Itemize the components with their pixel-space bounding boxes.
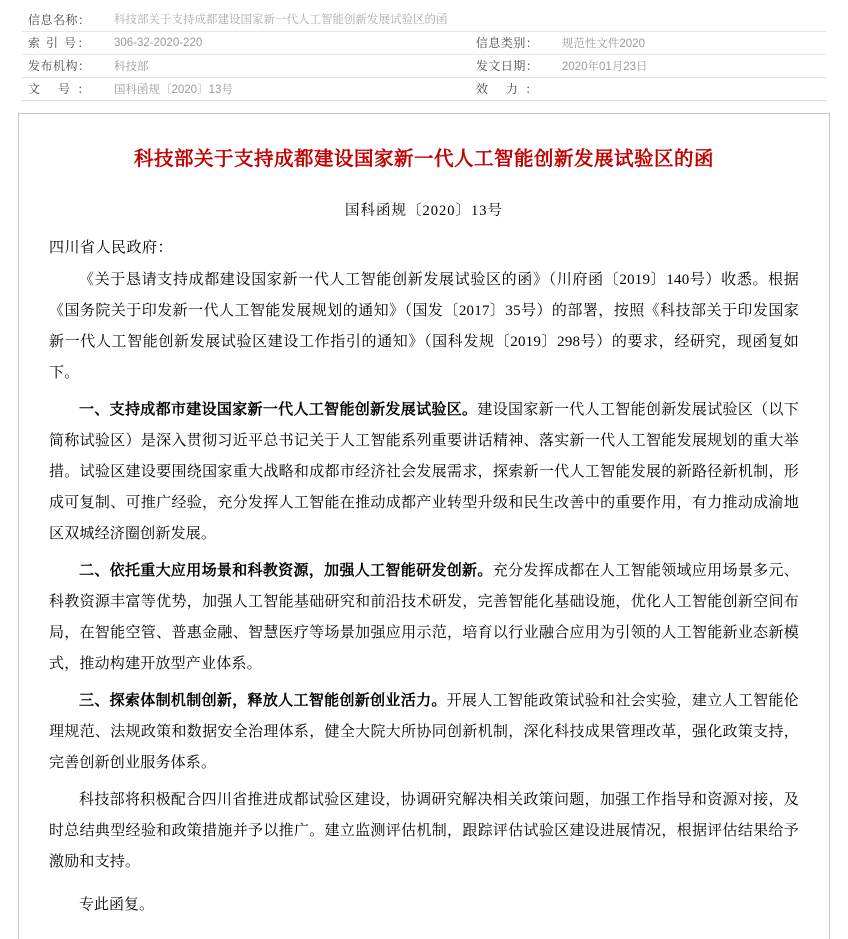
paragraph: [49, 556, 799, 680]
meta-value-issuing-agency: 科技部: [108, 54, 470, 77]
metadata-table: [22, 8, 826, 101]
table-row: [22, 8, 826, 31]
meta-value-validity: [556, 77, 826, 100]
meta-label-info-category: 信息类别：: [470, 31, 556, 54]
paragraph-lead: 二、依托重大应用场景和科教资源，加强人工智能研发创新。: [79, 562, 493, 579]
meta-value-doc-number: 国科函规〔2020〕13号: [108, 77, 470, 100]
paragraph-lead: 三、探索体制机制创新，释放人工智能创新创业活力。: [79, 692, 447, 709]
meta-label-info-name: 信息名称：: [22, 8, 108, 31]
paragraph-text: 充分发挥成都在人工智能领域应用场景多元、科教资源丰富等优势，加强人工智能基础研究和前沿技术研发，完善智能化基础设施，优化人工智能创新空间布局，在智能空管、普惠金融、智慧医疗等场景加强应用示范，培育以行业融合应用为引领的人工智能新业态新模式，推动构建开放型产业体系。: [49, 562, 799, 672]
page-title: 科技部关于支持成都建设国家新一代人工智能创新发展试验区的函: [133, 148, 714, 170]
meta-value-issue-date: 2020年01月23日: [556, 54, 826, 77]
table-row: [22, 54, 826, 77]
meta-label-doc-number: 文 号：: [22, 77, 108, 100]
paragraph: [49, 265, 799, 389]
closing-line: 专此函复。: [79, 896, 155, 913]
document-number: 国科函规〔2020〕13号: [345, 202, 503, 219]
paragraph-text: 建设国家新一代人工智能创新发展试验区（以下简称试验区）是深入贯彻习近平总书记关于人工智能系列重要讲话精神、落实新一代人工智能发展规划的重大举措。试验区建设要围绕国家重大战略和成都市经济社会发展需求，探索新一代人工智能发展的新路径新机制，形成可复制、可推广经验，充分发挥人工智能在推动成都产业转型升级和民生改善中的重要作用，有力推动成渝地区双城经济圈创新发展。: [49, 401, 800, 542]
meta-label-validity: 效 力：: [470, 77, 556, 100]
paragraph-text: 开展人工智能政策试验和社会实验，建立人工智能伦理规范、法规政策和数据安全治理体系，健全大院大所协同创新机制，深化科技成果管理改革，强化政策支持，完善创新创业服务体系。: [49, 692, 799, 771]
paragraph-lead: 一、支持成都市建设国家新一代人工智能创新发展试验区。: [79, 401, 478, 418]
paragraph: [49, 686, 799, 779]
meta-label-index-no: 索 引 号：: [22, 31, 108, 54]
addressee: 四川省人民政府：: [49, 239, 174, 256]
meta-label-issuing-agency: 发布机构：: [22, 54, 108, 77]
table-row: [22, 31, 826, 54]
paragraph-text: 《关于恳请支持成都建设国家新一代人工智能创新发展试验区的函》（川府函〔2019〕140号）收悉。根据《国务院关于印发新一代人工智能发展规划的通知》（国发〔2017〕35号）的部署，按照《科技部关于印发国家新一代人工智能创新发展试验区建设工作指引的通知》（国科发规〔2019〕298号）的要求，经研究，现函复如下。: [49, 271, 799, 381]
table-row: [22, 77, 826, 100]
meta-value-index-no: 306-32-2020-220: [108, 31, 470, 54]
paragraph-text: 科技部将积极配合四川省推进成都试验区建设，协调研究解决相关政策问题，加强工作指导和资源对接，及时总结典型经验和政策措施并予以推广。建立监测评估机制，跟踪评估试验区建设进展情况，根据评估结果给予激励和支持。: [49, 791, 799, 870]
metadata-panel: [0, 0, 848, 107]
meta-label-issue-date: 发文日期：: [470, 54, 556, 77]
document-body: [18, 113, 830, 939]
meta-value-info-category: 规范性文件2020: [556, 31, 826, 54]
paragraph: [49, 785, 799, 878]
paragraph: [49, 395, 799, 550]
meta-value-info-name: 科技部关于支持成都建设国家新一代人工智能创新发展试验区的函: [108, 8, 826, 31]
